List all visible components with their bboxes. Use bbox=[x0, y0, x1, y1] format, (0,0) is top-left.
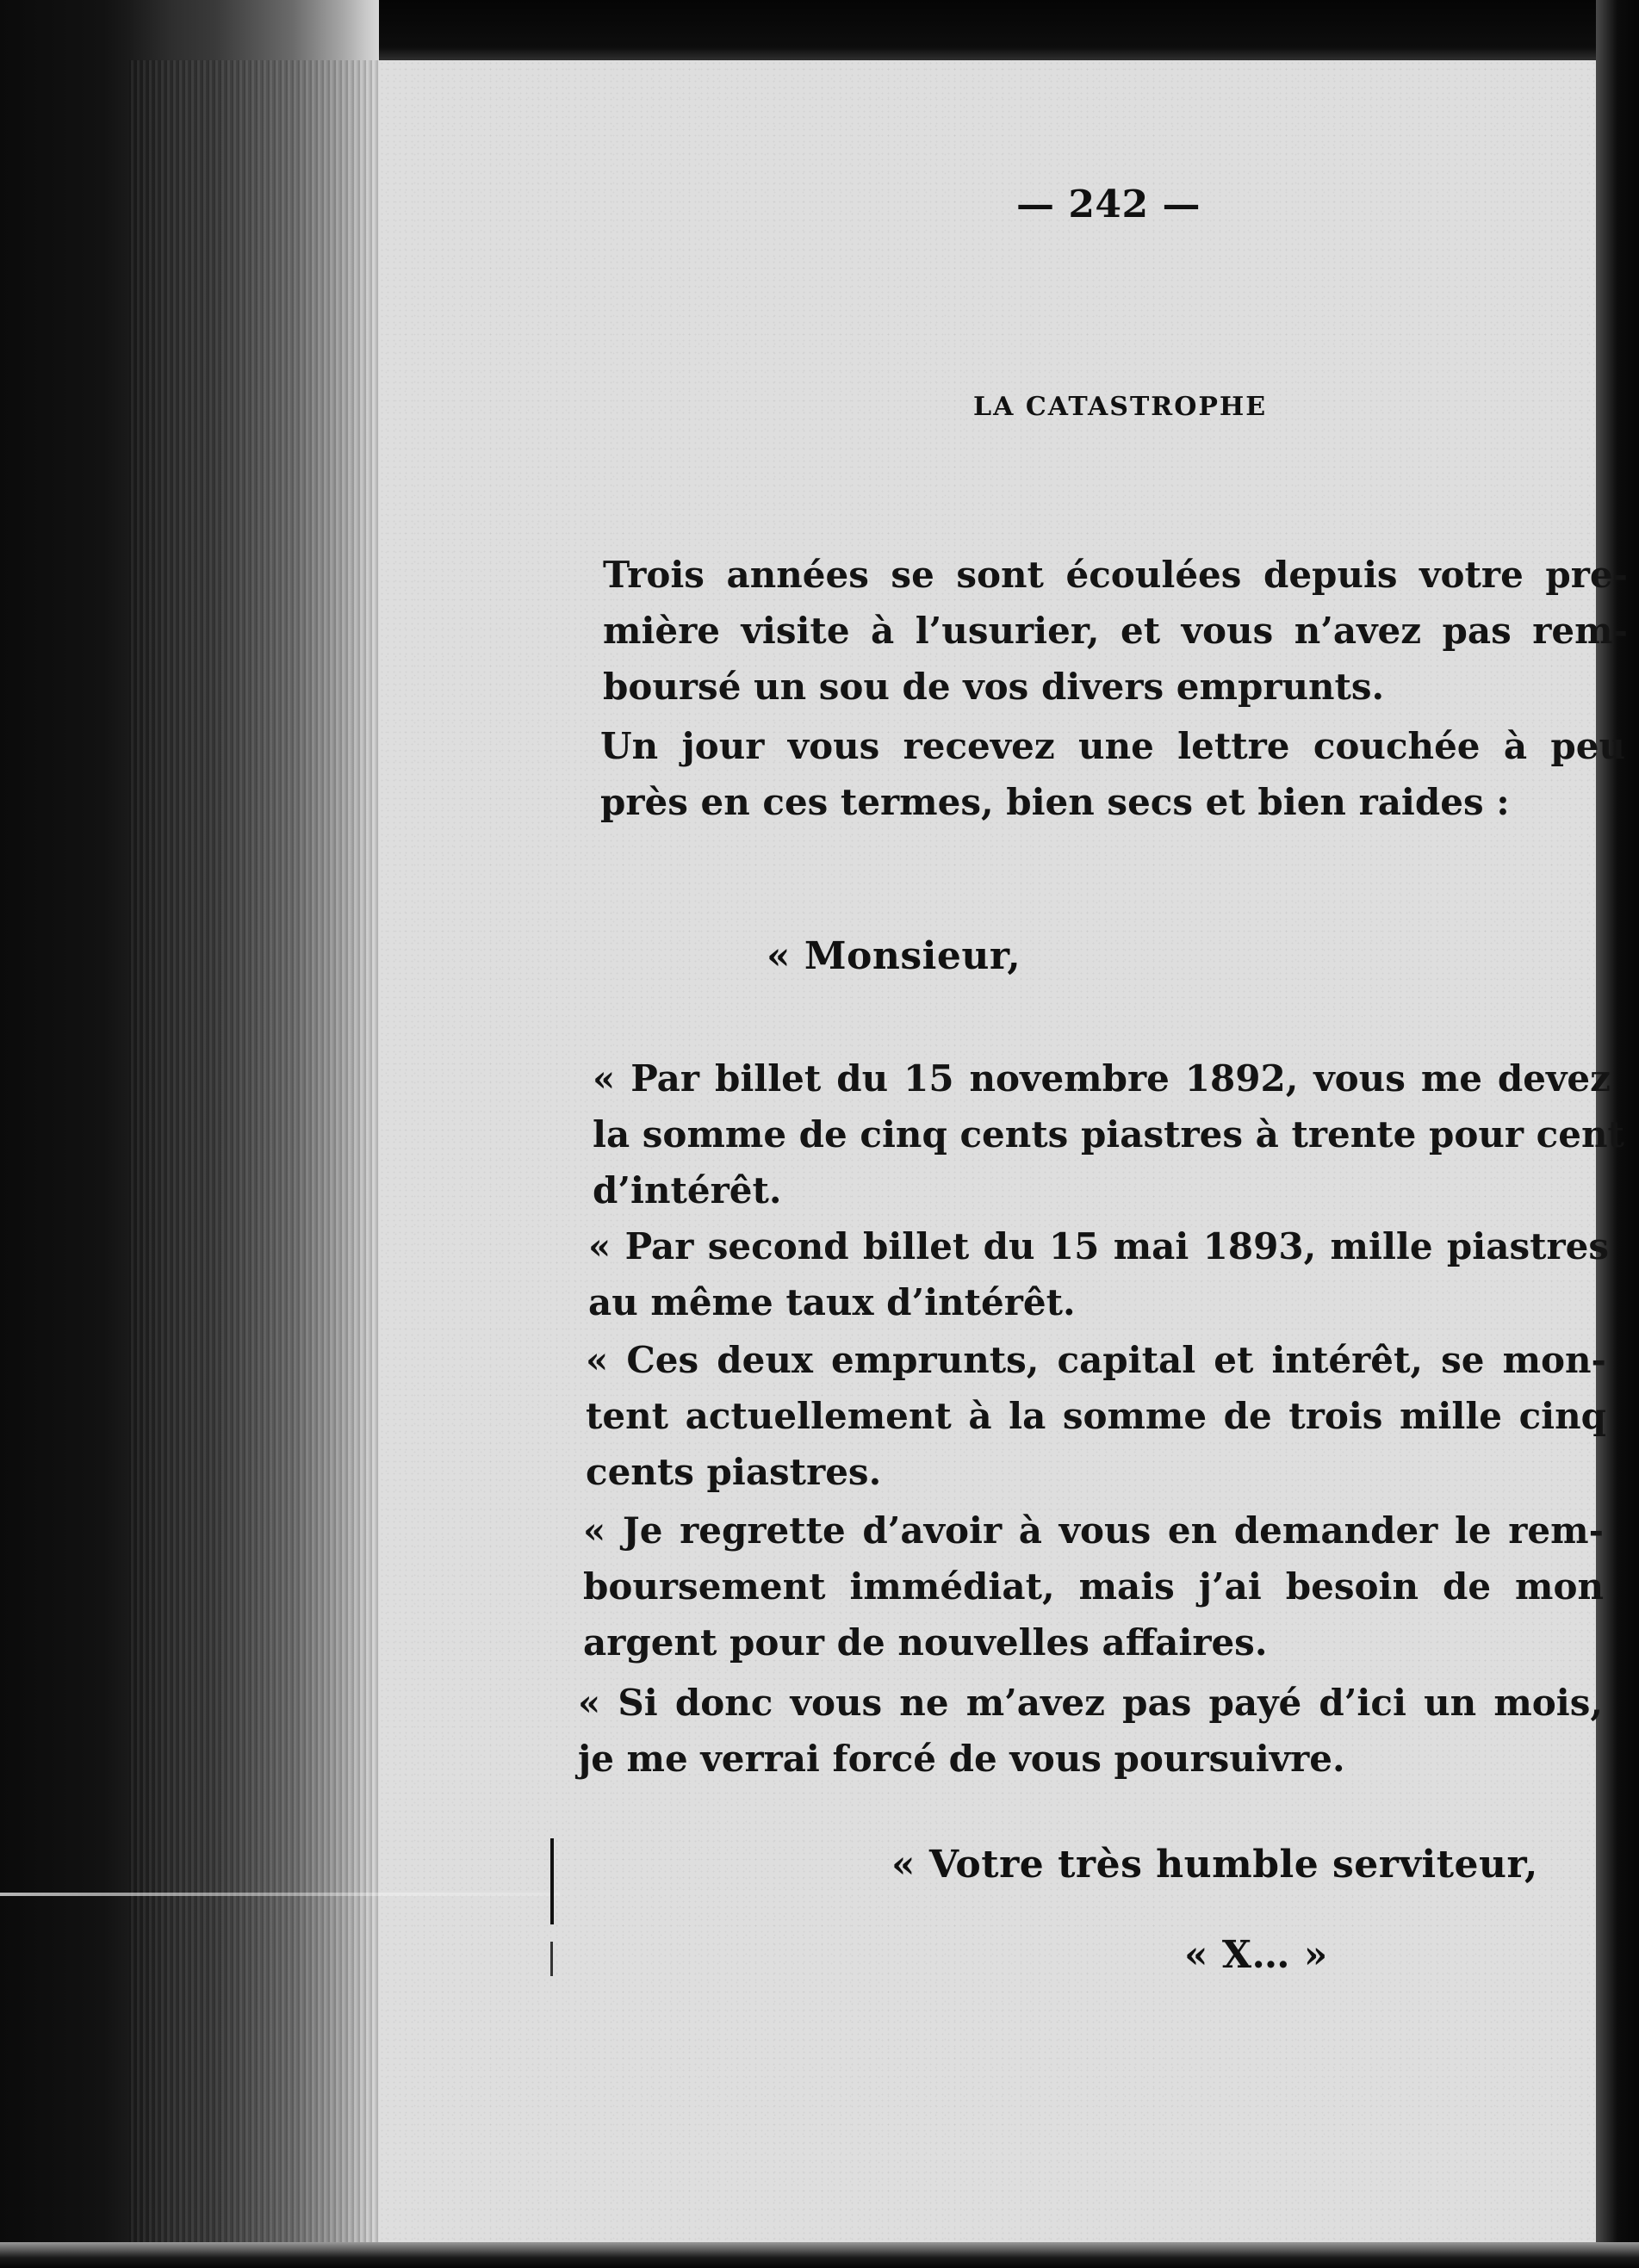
letter-paragraph-threat bbox=[578, 1675, 1603, 1787]
text-line: « Par billet du 15 novembre 1892, vous me devez bbox=[593, 1057, 1611, 1100]
letter-signature: « X… » bbox=[1184, 1933, 1328, 1977]
scan-artifact-line bbox=[0, 1893, 560, 1896]
text-line: la somme de cinq cents piastres à trente pour cent bbox=[593, 1113, 1624, 1156]
margin-mark-lower bbox=[550, 1942, 553, 1976]
text-line: je me verrai forcé de vous poursuivre. bbox=[578, 1738, 1345, 1780]
text-line: « Par second billet du 15 mai 1893, mille piastres bbox=[588, 1225, 1609, 1267]
margin-mark bbox=[550, 1838, 554, 1924]
text-line: Un jour vous recevez une lettre couchée à peu bbox=[600, 725, 1625, 767]
text-line: « Si donc vous ne m’avez pas payé d’ici un mois, bbox=[578, 1682, 1603, 1724]
scan-bottom-border bbox=[0, 2242, 1639, 2268]
text-line: argent pour de nouvelles affaires. bbox=[583, 1621, 1268, 1664]
text-line: au même taux d’intérêt. bbox=[588, 1281, 1076, 1323]
text-line: « Je regrette d’avoir à vous en demander le rem- bbox=[583, 1509, 1604, 1552]
letter-paragraph-total bbox=[586, 1332, 1606, 1500]
text-line: mière visite à l’usurier, et vous n’avez pas rem- bbox=[603, 610, 1628, 652]
letter-salutation: « Monsieur, bbox=[767, 934, 1021, 978]
letter-paragraph-demand bbox=[583, 1503, 1604, 1670]
text-line: tent actuellement à la somme de trois mille cinq bbox=[586, 1395, 1606, 1437]
page-number: — 242 — bbox=[1016, 183, 1201, 226]
text-line: près en ces termes, bien secs et bien raides : bbox=[600, 781, 1510, 823]
letter-paragraph-second-note bbox=[588, 1218, 1609, 1330]
letter-paragraph-first-note bbox=[593, 1050, 1624, 1218]
chapter-title: LA CATASTROPHE bbox=[973, 392, 1268, 422]
text-line: d’intérêt. bbox=[593, 1169, 782, 1211]
gutter-scan-streaks bbox=[129, 60, 379, 2247]
text-line: boursé un sou de vos divers emprunts. bbox=[603, 666, 1385, 708]
paragraph-letter-intro bbox=[600, 718, 1625, 830]
text-line: Trois années se sont écoulées depuis votre pre- bbox=[603, 554, 1628, 596]
text-line: boursement immédiat, mais j’ai besoin de mon bbox=[583, 1565, 1604, 1608]
letter-closing: « Votre très humble serviteur, bbox=[891, 1843, 1538, 1887]
text-line: « Ces deux emprunts, capital et intérêt, se mon- bbox=[586, 1339, 1606, 1381]
text-line: cents piastres. bbox=[586, 1451, 882, 1493]
paragraph-intro bbox=[603, 547, 1628, 715]
